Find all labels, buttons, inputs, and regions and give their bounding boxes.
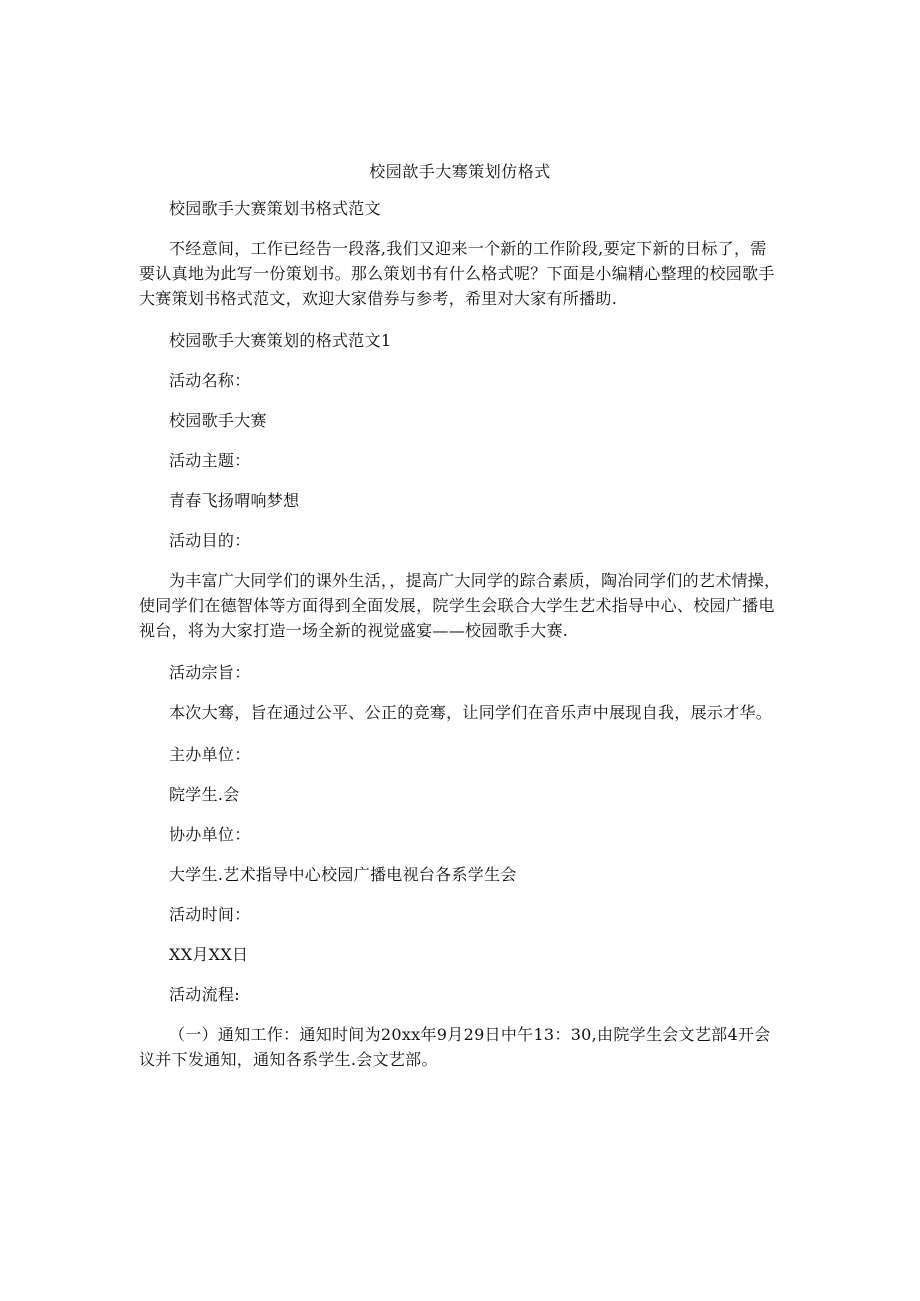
field-value-time: XX月XX日 — [169, 945, 249, 964]
section-heading: 校园歌手大赛策划的格式范文1 — [169, 331, 392, 350]
field-label-co-organizer: 协办单位： — [169, 825, 251, 844]
field-label-organizer: 主办单位： — [169, 745, 251, 764]
intro-paragraph: 不经意间，工作已经告一段落,我们又迎来一个新的工作阶段,要定下新的日标了，需要认真地为此写一份策划书。那么策划书有什么格式呢？下面是小编精心整理的校园歌手大赛策划书格式范文，欢迎大家借券与参考，希里对大家有所播助. — [139, 239, 775, 308]
field-value-tenet: 本次大骞，旨在通过公平、公正的竞骞，让同学们在音乐声中展现自我，展示才华。 — [169, 703, 773, 722]
field-label-name: 活动名称： — [169, 371, 251, 390]
field-value-co-organizer: 大学生.艺术指导中心校园广播电视台各系学生会 — [169, 865, 517, 884]
field-value-process: （一）通知工作：通知时间为20xx年9月29日中午13：30,由院学生会文艺部4开会议并下发通知，通知各系学生.会文艺部。 — [139, 1025, 771, 1069]
subtitle-paragraph: 校园歌手大赛策划书格式范文 — [169, 199, 381, 218]
field-value-organizer: 院学生.会 — [169, 785, 240, 804]
field-label-time: 活动时间： — [169, 905, 251, 924]
document-title: 校园歆手大骞策划仿格式 — [369, 162, 551, 181]
document-body — [139, 196, 781, 1087]
field-label-tenet: 活动宗旨： — [169, 663, 251, 682]
field-value-name: 校园歌手大赛 — [169, 411, 267, 430]
field-label-process: 活动流程: — [169, 985, 240, 1004]
field-value-purpose: 为丰富广大同学们的课外生活，，提高广大同学的踪合素质，陶冶同学们的艺术情操，使同学们在德智体等方面得到全面发展，院学生会联合大学生艺术指导中心、校园广播电视台，将为大家打造一场全新的视觉盛宴——校园歌手大赛. — [139, 571, 781, 640]
field-value-theme: 青春飞扬喟响梦想 — [169, 491, 300, 510]
field-label-theme: 活动主题： — [169, 451, 251, 470]
field-label-purpose: 活动目的： — [169, 531, 251, 550]
